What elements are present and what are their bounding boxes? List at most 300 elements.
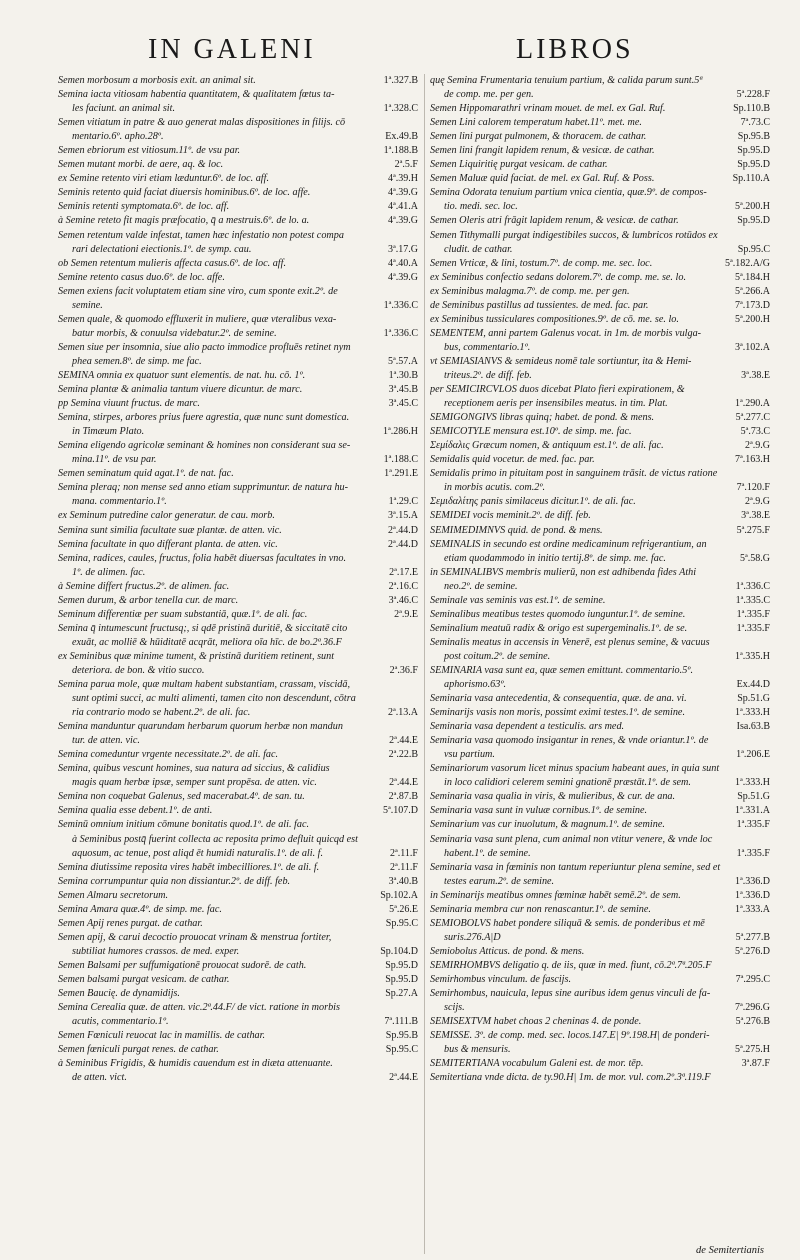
entry-text-line: Semidalis primo in pituitam post in sanguinem trāsit. de victus ratione (430, 468, 718, 480)
entry-reference: 1ª.336.C (381, 327, 418, 341)
entry-text-line: Semina, stirpes, arbores prius fuere agrestia, quæ nunc sunt domestica. (58, 412, 350, 424)
entry-text-line: quę Semina Frumentaria tenuium partium, & calida parum sunt.5ª (430, 75, 703, 86)
entry-reference: 5ª.275.F (734, 524, 770, 538)
index-entry (430, 186, 770, 214)
index-entry (430, 720, 770, 734)
entry-text-line: per SEMICIRCVLOS duos dicebat Plato fieri expirationem, & (430, 384, 685, 396)
entry-text-line: rari delectationi eiectionis.1º. de symp. cau. (72, 243, 252, 255)
entry-text-line: tur. de atten. vic. (72, 735, 140, 747)
index-entry (430, 692, 770, 706)
index-entry (430, 524, 770, 538)
entry-text-line: ex Seminibus tussiculares compositiones.9º. de cō. me. se. lo. (430, 313, 679, 325)
entry-reference: 5ª.73.C (738, 425, 770, 439)
entry-text-line: bus, commentario.1º. (444, 341, 531, 353)
entry-text-line: Seminaria vasa sunt in vuluæ cornibus.1º. de semine. (430, 805, 648, 817)
entry-reference: 1ª.333.H (732, 706, 770, 720)
entry-reference: 1ª.30.B (386, 369, 418, 383)
entry-text-line: de Seminibus pastillus ad tussientes. de med. fac. par. (430, 299, 649, 311)
index-entry (430, 74, 770, 102)
header-left: IN GALENI (148, 34, 316, 65)
entry-text-line: neo.2º. de semine. (444, 580, 518, 592)
entry-reference: Ex.49.B (382, 130, 418, 144)
index-entry (58, 580, 418, 594)
index-entry (430, 622, 770, 636)
entry-text-line: à Seminibus postq̄ fuerint collecta ac reposita primo defluit quicqd est (72, 833, 358, 845)
entry-text-line: vt SEMIASIANVS & semideus nomē tale sortiuntur, ita & Hemi- (430, 355, 692, 367)
entry-reference: 5ª.58.G (737, 552, 770, 566)
entry-reference: Sp.95.D (734, 144, 770, 158)
entry-reference: 7ª.73.C (738, 116, 770, 130)
entry-text-line: Semen balsami purgat vesicam. de cathar. (58, 974, 230, 985)
entry-reference: 2ª.44.E (386, 1071, 418, 1085)
entry-text-line: mentario.6º. apho.28º. (72, 131, 164, 143)
index-entry (58, 158, 418, 172)
entry-reference: Sp.95.D (382, 959, 418, 973)
index-entry (58, 369, 418, 383)
index-entry (430, 664, 770, 692)
entry-reference: 4ª.40.A (385, 257, 418, 271)
index-entry (430, 1029, 770, 1057)
entry-text-line: ex Seminum putredine calor generatur. de cau. morb. (58, 510, 275, 522)
entry-text-line: Semina corrumpuntur quia non dissiantur.2º. de diff. feb. (58, 875, 291, 887)
entry-text-line: Semen Liquiritię purgat vesicam. de cathar. (430, 159, 608, 171)
entry-reference: 2ª.9.G (742, 495, 770, 509)
index-entry (430, 538, 770, 566)
index-entry (430, 987, 770, 1015)
index-entry (430, 172, 770, 186)
entry-text-line: Semen siue per insomnia, siue alio pacto immodice profluēs retinet nym (58, 341, 351, 353)
index-entry (430, 917, 770, 945)
entry-text-line: Seminaria vasa quomodo insigantur in renes, & vnde oriantur.1º. de (430, 735, 709, 747)
entry-text-line: Seminum differentiæ per suam substantiā, quæ.1º. de ali. fac. (58, 608, 308, 620)
entry-text-line: Semina parua mole, quæ multam habent substantiam, crassam, viscidā, (58, 679, 351, 691)
entry-reference: 2ª.5.F (392, 158, 418, 172)
index-entry (430, 1057, 770, 1071)
entry-reference: 1ª.335.F (734, 818, 770, 832)
entry-text-line: subtiliat humores crassos. de med. exper. (72, 945, 240, 957)
index-entry (430, 144, 770, 158)
entry-reference: 1ª.335.H (732, 650, 770, 664)
entry-text-line: Semina plantæ & animalia tantum viuere dicuntur. de marc. (58, 384, 303, 396)
entry-reference: 4ª.39.G (385, 214, 418, 228)
entry-text-line: Semina qualia esse debent.1º. de anti. (58, 805, 213, 817)
entry-text-line: mana. commentario.1º. (72, 496, 167, 508)
entry-text-line: Semen Baucię. de dynamidijs. (58, 988, 180, 1000)
entry-text-line: Semen Maluæ quid faciat. de mel. ex Gal. Ruf. & Poss. (430, 173, 655, 185)
index-entry (58, 257, 418, 271)
index-entry (430, 495, 770, 509)
index-entry (58, 285, 418, 313)
entry-text-line: vsu partium. (444, 749, 495, 761)
entry-text-line: testes earum.2º. de semine. (444, 875, 555, 887)
entry-reference: 2ª.87.B (386, 790, 418, 804)
index-entry (430, 411, 770, 425)
entry-reference: 1ª.335.C (733, 594, 770, 608)
entry-reference: 7ª.295.C (733, 973, 770, 987)
entry-text-line: acutis, commentario.1º. (72, 1016, 169, 1028)
entry-text-line: de atten. vict. (72, 1072, 127, 1084)
entry-text-line: Semina eligendo agricolæ seminant & homines non considerant sua se- (58, 440, 351, 452)
entry-text-line: 1º. de alimen. fac. (72, 566, 146, 578)
entry-text-line: in SEMINALIBVS membris mulierū, non est adhibenda fides Athi (430, 566, 697, 578)
index-entry (58, 1001, 418, 1029)
index-entry (58, 818, 418, 860)
index-entry (58, 439, 418, 467)
entry-text-line: habent.1º. de semine. (444, 847, 531, 859)
entry-text-line: Seminalis meatus in accensis in Venerē, est plenus semine, & vacuus (430, 636, 710, 648)
index-entry (430, 734, 770, 762)
index-entry (430, 299, 770, 313)
entry-reference: 5ª.200.H (732, 313, 770, 327)
entry-reference: 5ª.228.F (734, 88, 770, 102)
index-entry (58, 186, 418, 200)
entry-reference: 1ª.333.H (732, 776, 770, 790)
entry-reference: Sp.95.B (735, 130, 770, 144)
index-entry (430, 945, 770, 959)
entry-text-line: Seminalium meatuū radix & origo est supergeminalis.1º. de se. (430, 622, 688, 634)
index-entry (430, 257, 770, 271)
entry-text-line: Seminis retenti symptomata.6º. de loc. aff. (58, 201, 230, 213)
entry-text-line: Seminaria vasa qualia in viris, & mulieribus, & cur. de ana. (430, 791, 676, 803)
entry-reference: Sp.110.B (730, 102, 770, 116)
index-entry (58, 650, 418, 678)
entry-reference: 1ª.333.A (732, 903, 770, 917)
entry-text-line: mina.11º. de vsu par. (72, 454, 157, 466)
entry-text-line: Seminarium vas cur inuolutum, & magnum.1º. de semine. (430, 819, 665, 831)
entry-text-line: SEMIDEI vocis meminit.2º. de diff. feb. (430, 510, 591, 522)
entry-text-line: Semitertiana vnde dicta. de ty.90.H| 1m. de mor. vul. com.2º.3ª.119.F (430, 1072, 711, 1084)
entry-text-line: Semina iacta vitiosam habentia quantitatem, & qualitatem fœtus ta- (58, 89, 335, 101)
index-entry (58, 622, 418, 650)
index-entry (430, 425, 770, 439)
entry-text-line: Semen mutant morbi. de aere, aq. & loc. (58, 159, 224, 171)
index-entry (430, 285, 770, 299)
entry-text-line: Seminarijs vasis non moris, possimt eximi testes.1º. de semine. (430, 707, 685, 719)
index-entry (58, 229, 418, 257)
entry-text-line: SEMISEXTVM habet choas 2 cheninas 4. de ponde. (430, 1016, 642, 1028)
entry-reference: 7ª.111.B (381, 1015, 418, 1029)
entry-text-line: Semina sunt similia facultate suæ plantæ. de atten. vic. (58, 524, 282, 536)
entry-text-line: Semina q̄ intumescunt fructusq;, si qdē pristinā duritiē, & siccitatē cito (58, 622, 348, 634)
entry-text-line: Semen lini purgat pulmonem, & thoracem. de cathar. (430, 131, 647, 143)
entry-text-line: à Semine reteto fit magis præfocatio, q̄ a mestruis.6º. de lo. a. (58, 215, 310, 227)
index-entry (430, 102, 770, 116)
entry-reference: Sp.104.D (377, 945, 418, 959)
entry-text-line: Semen Almaru secretorum. (58, 889, 169, 901)
entry-text-line: ex Seminibus malagma.7º. de comp. me. per gen. (430, 285, 630, 297)
entry-text-line: SEMINA omnia ex quatuor sunt elementis. de nat. hu. cō. 1º. (58, 369, 306, 381)
entry-reference: 1ª.286.H (380, 425, 418, 439)
entry-reference: 2ª.17.E (386, 566, 418, 580)
entry-reference: 7ª.163.H (732, 453, 770, 467)
index-entry (58, 383, 418, 397)
entry-text-line: scijs. (444, 1002, 465, 1014)
entry-text-line: Semina comeduntur vrgente necessitate.2º. de ali. fac. (58, 749, 279, 761)
entry-text-line: receptionem aeris per insensibiles meatus. in tim. Plat. (444, 398, 668, 410)
index-entry (430, 509, 770, 523)
index-entry (58, 931, 418, 959)
entry-reference: 2ª.9.G (742, 439, 770, 453)
entry-text-line: Semen Tithymalli purgat indigestibiles succos, & lumbricos rotūdos ex (430, 229, 718, 241)
entry-text-line: Semiobolus Atticus. de pond. & mens. (430, 945, 585, 957)
index-entry (430, 959, 770, 973)
entry-reference: 2ª.36.F (387, 664, 418, 678)
entry-reference: 1ª.335.F (734, 622, 770, 636)
entry-text-line: semine. (72, 299, 103, 311)
entry-reference: 1ª.206.E (733, 748, 770, 762)
entry-text-line: Semina Amara quæ.4º. de simp. me. fac. (58, 903, 222, 915)
index-entry (430, 594, 770, 608)
entry-text-line: Semirhombus vinculum. de fascijs. (430, 974, 572, 985)
entry-reference: 2ª.44.E (386, 734, 418, 748)
entry-reference: Sp.95.D (734, 158, 770, 172)
entry-text-line: Semen morbosum a morbosis exit. an animal sit. (58, 75, 256, 86)
entry-text-line: pp Semina viuunt fructus. de marc. (58, 398, 200, 410)
index-entry (58, 88, 418, 116)
entry-text-line: Semen Oleris atri frāgit lapidem renum, & vesicæ. de cathar. (430, 215, 679, 227)
entry-reference: 1ª.188.C (381, 453, 418, 467)
entry-text-line: Seminaria vasa sunt plena, cum animal non vtitur venere, & vnde loc (430, 833, 713, 845)
index-entry (58, 214, 418, 228)
index-entry (58, 973, 418, 987)
entry-text-line: Semen Fœniculi reuocat lac in mamillis. de cathar. (58, 1030, 266, 1042)
entry-reference: 3ª.87.F (739, 1057, 770, 1071)
entry-text-line: cludit. de cathar. (444, 243, 513, 255)
index-entry (58, 1057, 418, 1085)
entry-reference: 5ª.277.B (733, 931, 770, 945)
index-entry (430, 229, 770, 257)
index-entry (430, 1071, 770, 1085)
entry-reference: 1ª.188.B (381, 144, 418, 158)
entry-text-line: Semidalis quid vocetur. de med. fac. par. (430, 454, 595, 466)
entry-text-line: Semen apij, & carui decoctio prouocat vrinam & menstrua fortiter, (58, 931, 332, 943)
entry-text-line: Seminaria vasa in fœminis non tantum reperiuntur plena semine, sed et (430, 861, 721, 873)
entry-text-line: Seminū omnium initium cōmune bonitatis quod.1º. de ali. fac. (58, 819, 310, 831)
index-entry (430, 973, 770, 987)
entry-reference: Isa.63.B (734, 720, 770, 734)
entry-reference: 3ª.46.C (386, 594, 418, 608)
entry-text-line: de comp. me. per gen. (444, 89, 534, 101)
entry-reference: 7ª.120.F (734, 481, 770, 495)
entry-reference: 2ª.16.C (386, 580, 418, 594)
index-entry (58, 594, 418, 608)
entry-reference: Sp.102.A (377, 889, 418, 903)
entry-text-line: SEMIOBOLVS habet pondere siliquā & semis. de ponderibus et mē (430, 917, 705, 929)
entry-reference: 5ª.182.A/G (722, 257, 770, 271)
entry-text-line: bus & mensuris. (444, 1044, 511, 1056)
entry-text-line: SEMIGONGIVS libras quinq; habet. de pond. & mens. (430, 412, 655, 424)
entry-text-line: Semen Hippomarathri vrinam mouet. de mel. ex Gal. Ruf. (430, 103, 666, 115)
index-entry (430, 706, 770, 720)
entry-text-line: Seminaria vasa dependent a testiculis. ars med. (430, 721, 625, 733)
index-entry (58, 313, 418, 341)
index-entry (430, 439, 770, 453)
entry-reference: Sp.51.G (734, 790, 770, 804)
entry-text-line: Semen vitiatum in patre & auo generat malas dispositiones in filijs. cō (58, 117, 346, 129)
entry-text-line: ob Semen retentum mulieris affecta casus.6º. de loc. aff. (58, 257, 286, 269)
header-right: LIBROS (516, 34, 634, 65)
entry-text-line: Semina pleraq; non mense sed anno etiam supprimuntur. de natura hu- (58, 482, 349, 494)
index-entry (58, 917, 418, 931)
index-entry (430, 636, 770, 664)
entry-text-line: Semen quale, & quomodo effluxerit in muliere, quæ vteralibus vexa- (58, 313, 337, 325)
entry-text-line: Seminaria membra cur non renascantur.1º. de semine. (430, 903, 651, 915)
entry-text-line: Semen retentum valde infestat, tamen hæc infestatio non potest compa (58, 229, 344, 241)
index-entry (430, 355, 770, 383)
entry-reference: 4ª.39.G (385, 271, 418, 285)
entry-text-line: Semina Odorata tenuium partium vnica cientia, quæ.9º. de compos- (430, 187, 707, 199)
index-entry (430, 116, 770, 130)
index-entry (430, 861, 770, 889)
index-entry (430, 327, 770, 355)
entry-text-line: aquosum, ac tenue, post aliqd ēt humidi naturalis.1º. de ali. f. (72, 847, 324, 859)
entry-text-line: magis quam herbæ ipsæ, semper sunt propēsa. de atten. vic. (72, 777, 317, 789)
index-entry (58, 804, 418, 818)
entry-text-line: tio. medi. sec. loc. (444, 201, 518, 213)
entry-text-line: exuāt, ac molliē & hūiditatē acqrāt, meliora oīa hīc. de bo.2ª.36.F (72, 636, 342, 648)
index-entry (430, 804, 770, 818)
index-entry (430, 818, 770, 832)
entry-text-line: Semen exiens facit voluptatem etiam sine viro, cum sponte exit.2º. de (58, 285, 338, 297)
entry-text-line: sunt optimi succi, ac multi alimenti, tamen cito non descendunt, cōtra (72, 693, 356, 705)
entry-reference: 5ª.184.H (732, 271, 770, 285)
entry-reference: 1ª.335.F (734, 608, 770, 622)
index-entry (430, 889, 770, 903)
entry-text-line: Seminalibus meatibus testes quomodo iunguntur.1º. de semine. (430, 608, 686, 620)
entry-reference: 2ª.11.F (387, 861, 418, 875)
index-entry (430, 130, 770, 144)
entry-text-line: SEMITERTIANA vocabulum Galeni est. de mor. tēp. (430, 1058, 644, 1070)
entry-reference: 1ª.291.E (381, 467, 418, 481)
index-entry (430, 903, 770, 917)
index-entry (430, 833, 770, 861)
entry-text-line: Semina, radices, caules, fructus, folia habēt diuersas facultates in vno. (58, 552, 347, 564)
entry-reference: 3ª.17.G (385, 243, 418, 257)
entry-reference: 1ª.336.C (733, 580, 770, 594)
entry-text-line: ria contrario modo se habent.2º. de ali. fac. (72, 707, 251, 719)
entry-text-line: Semen Vrticæ, & lini, tostum.7º. de comp. me. sec. loc. (430, 257, 653, 269)
entry-text-line: Seminaria vasa antecedentia, & consequentia, quæ. de ana. vi. (430, 693, 687, 705)
index-entry (58, 524, 418, 538)
entry-text-line: Semina Cerealia quæ. de atten. vic.2ª.44.F/ de vict. ratione in morbis (58, 1002, 340, 1014)
entry-reference: 1ª.328.C (381, 102, 418, 116)
entry-text-line: in Timæum Plato. (72, 426, 145, 438)
entry-text-line: etiam quodammodo in initio tertij.8º. de simp. me. fac. (444, 552, 666, 564)
entry-text-line: deteriora. de bon. & vitio succo. (72, 664, 205, 676)
entry-reference: 4ª.41.A (385, 200, 418, 214)
index-entry (430, 214, 770, 228)
entry-reference: 1ª.335.F (734, 847, 770, 861)
entry-reference: 5ª.26.E (386, 903, 418, 917)
entry-reference: 2ª.11.F (387, 847, 418, 861)
index-entry (58, 116, 418, 144)
entry-text-line: ex Seminibus confectio sedans dolorem.7º. de comp. me. se. lo. (430, 271, 686, 283)
entry-text-line: Semina diutissime reposita vires habēt imbecilliores.1º. de ali. f. (58, 861, 320, 873)
entry-text-line: Semina, quibus vescunt homines, sua natura ad siccius, & calidius (58, 763, 330, 775)
entry-text-line: Σεμιδαλίτης panis similaceus dicitur.1º. de ali. fac. (430, 496, 636, 508)
index-entry (58, 889, 418, 903)
entry-reference: 1ª.336.C (381, 299, 418, 313)
entry-reference: 5ª.57.A (385, 355, 418, 369)
index-entry (430, 271, 770, 285)
index-entry (430, 790, 770, 804)
index-entry (430, 762, 770, 790)
entry-text-line: ex Seminibus quæ minime tument, & pristinā duritiem retinent, sunt (58, 650, 335, 662)
entry-reference: 2ª.9.E (391, 608, 418, 622)
entry-text-line: SEMINARIA vasa sunt ea, quæ semen emittunt. commentario.5º. (430, 664, 693, 676)
entry-text-line: in Seminarijs meatibus omnes fœminæ habēt semē.2º. de sem. (430, 889, 681, 901)
index-entry (430, 1015, 770, 1029)
entry-text-line: suris.276.A|D (444, 931, 501, 943)
index-entry (58, 552, 418, 580)
index-entry (58, 790, 418, 804)
entry-text-line: SEMICOTYLE mensura est.10º. de simp. me. fac. (430, 426, 632, 438)
index-entry (58, 720, 418, 748)
entry-text-line: SEMISSE. 3º. de comp. med. sec. locos.147.E| 9º.198.H| de ponderi- (430, 1030, 710, 1042)
entry-reference: 3ª.15.A (385, 509, 418, 523)
index-entry (58, 608, 418, 622)
entry-text-line: Σεμίδαλις Græcum nomen, & antiquum est.1º. de ali. fac. (430, 440, 664, 452)
entry-text-line: Seminis retento quid faciat diuersis hominibus.6º. de loc. affe. (58, 187, 311, 199)
entry-reference: 4ª.39.G (385, 186, 418, 200)
index-entry (58, 1043, 418, 1057)
index-entry (430, 158, 770, 172)
entry-reference: 5ª.266.A (732, 285, 770, 299)
entry-reference: Sp.51.G (734, 692, 770, 706)
entry-text-line: Semina non coquebat Galenus, sed macerabat.4º. de san. tu. (58, 791, 305, 803)
index-entry (58, 74, 418, 88)
entry-reference: 5ª.275.H (732, 1043, 770, 1057)
entry-text-line: Semen ebriorum est vitiosum.11º. de vsu par. (58, 145, 241, 157)
entry-text-line: SEMINALIS in secundo est ordine medicaminum refrigerantium, an (430, 538, 707, 550)
left-column (58, 74, 418, 1256)
index-entry (58, 538, 418, 552)
index-entry (430, 313, 770, 327)
index-entry (58, 748, 418, 762)
entry-reference: Sp.27.A (382, 987, 418, 1001)
index-entry (58, 144, 418, 158)
entry-text-line: Semen Apij renes purgat. de cathar. (58, 917, 203, 929)
entry-reference: 2ª.22.B (386, 748, 418, 762)
entry-reference: 5ª.276.B (733, 1015, 770, 1029)
entry-text-line: post coitum.2º. de semine. (444, 650, 551, 662)
entry-reference: 2ª.44.D (385, 538, 418, 552)
entry-reference: 5ª.107.D (380, 804, 418, 818)
entry-text-line: phea semen.8º. de simp. me fac. (72, 355, 202, 367)
entry-text-line: Semina manduntur quarundam herbarum quorum herbæ non mandun (58, 721, 343, 733)
entry-text-line: à Seminibus Frigidis, & humidis cauendum est in diæta attenuante. (58, 1058, 333, 1070)
entry-text-line: Semen seminatum quid agat.1º. de nat. fac. (58, 468, 234, 480)
entry-text-line: SEMENTEM, anni partem Galenus vocat. in 1m. de morbis vulga- (430, 327, 702, 339)
entry-reference: Sp.95.C (383, 1043, 418, 1057)
entry-text-line: les faciunt. an animal sit. (72, 103, 176, 115)
index-entry (430, 383, 770, 411)
index-entry (430, 453, 770, 467)
index-entry (58, 762, 418, 790)
index-entry (58, 200, 418, 214)
index-entry (58, 1029, 418, 1043)
entry-text-line: Semen lini frangit lapidem renum, & vesicæ. de cathar. (430, 145, 655, 157)
index-entry (58, 467, 418, 481)
index-entry (430, 467, 770, 495)
entry-reference: 1ª.336.D (732, 889, 770, 903)
index-entry (58, 678, 418, 720)
entry-reference: 2ª.44.D (385, 524, 418, 538)
entry-reference: 3ª.45.C (386, 397, 418, 411)
entry-text-line: Semen durum, & arbor tenella cur. de marc. (58, 594, 239, 606)
index-entry (58, 875, 418, 889)
entry-reference: 3ª.38.E (738, 369, 770, 383)
